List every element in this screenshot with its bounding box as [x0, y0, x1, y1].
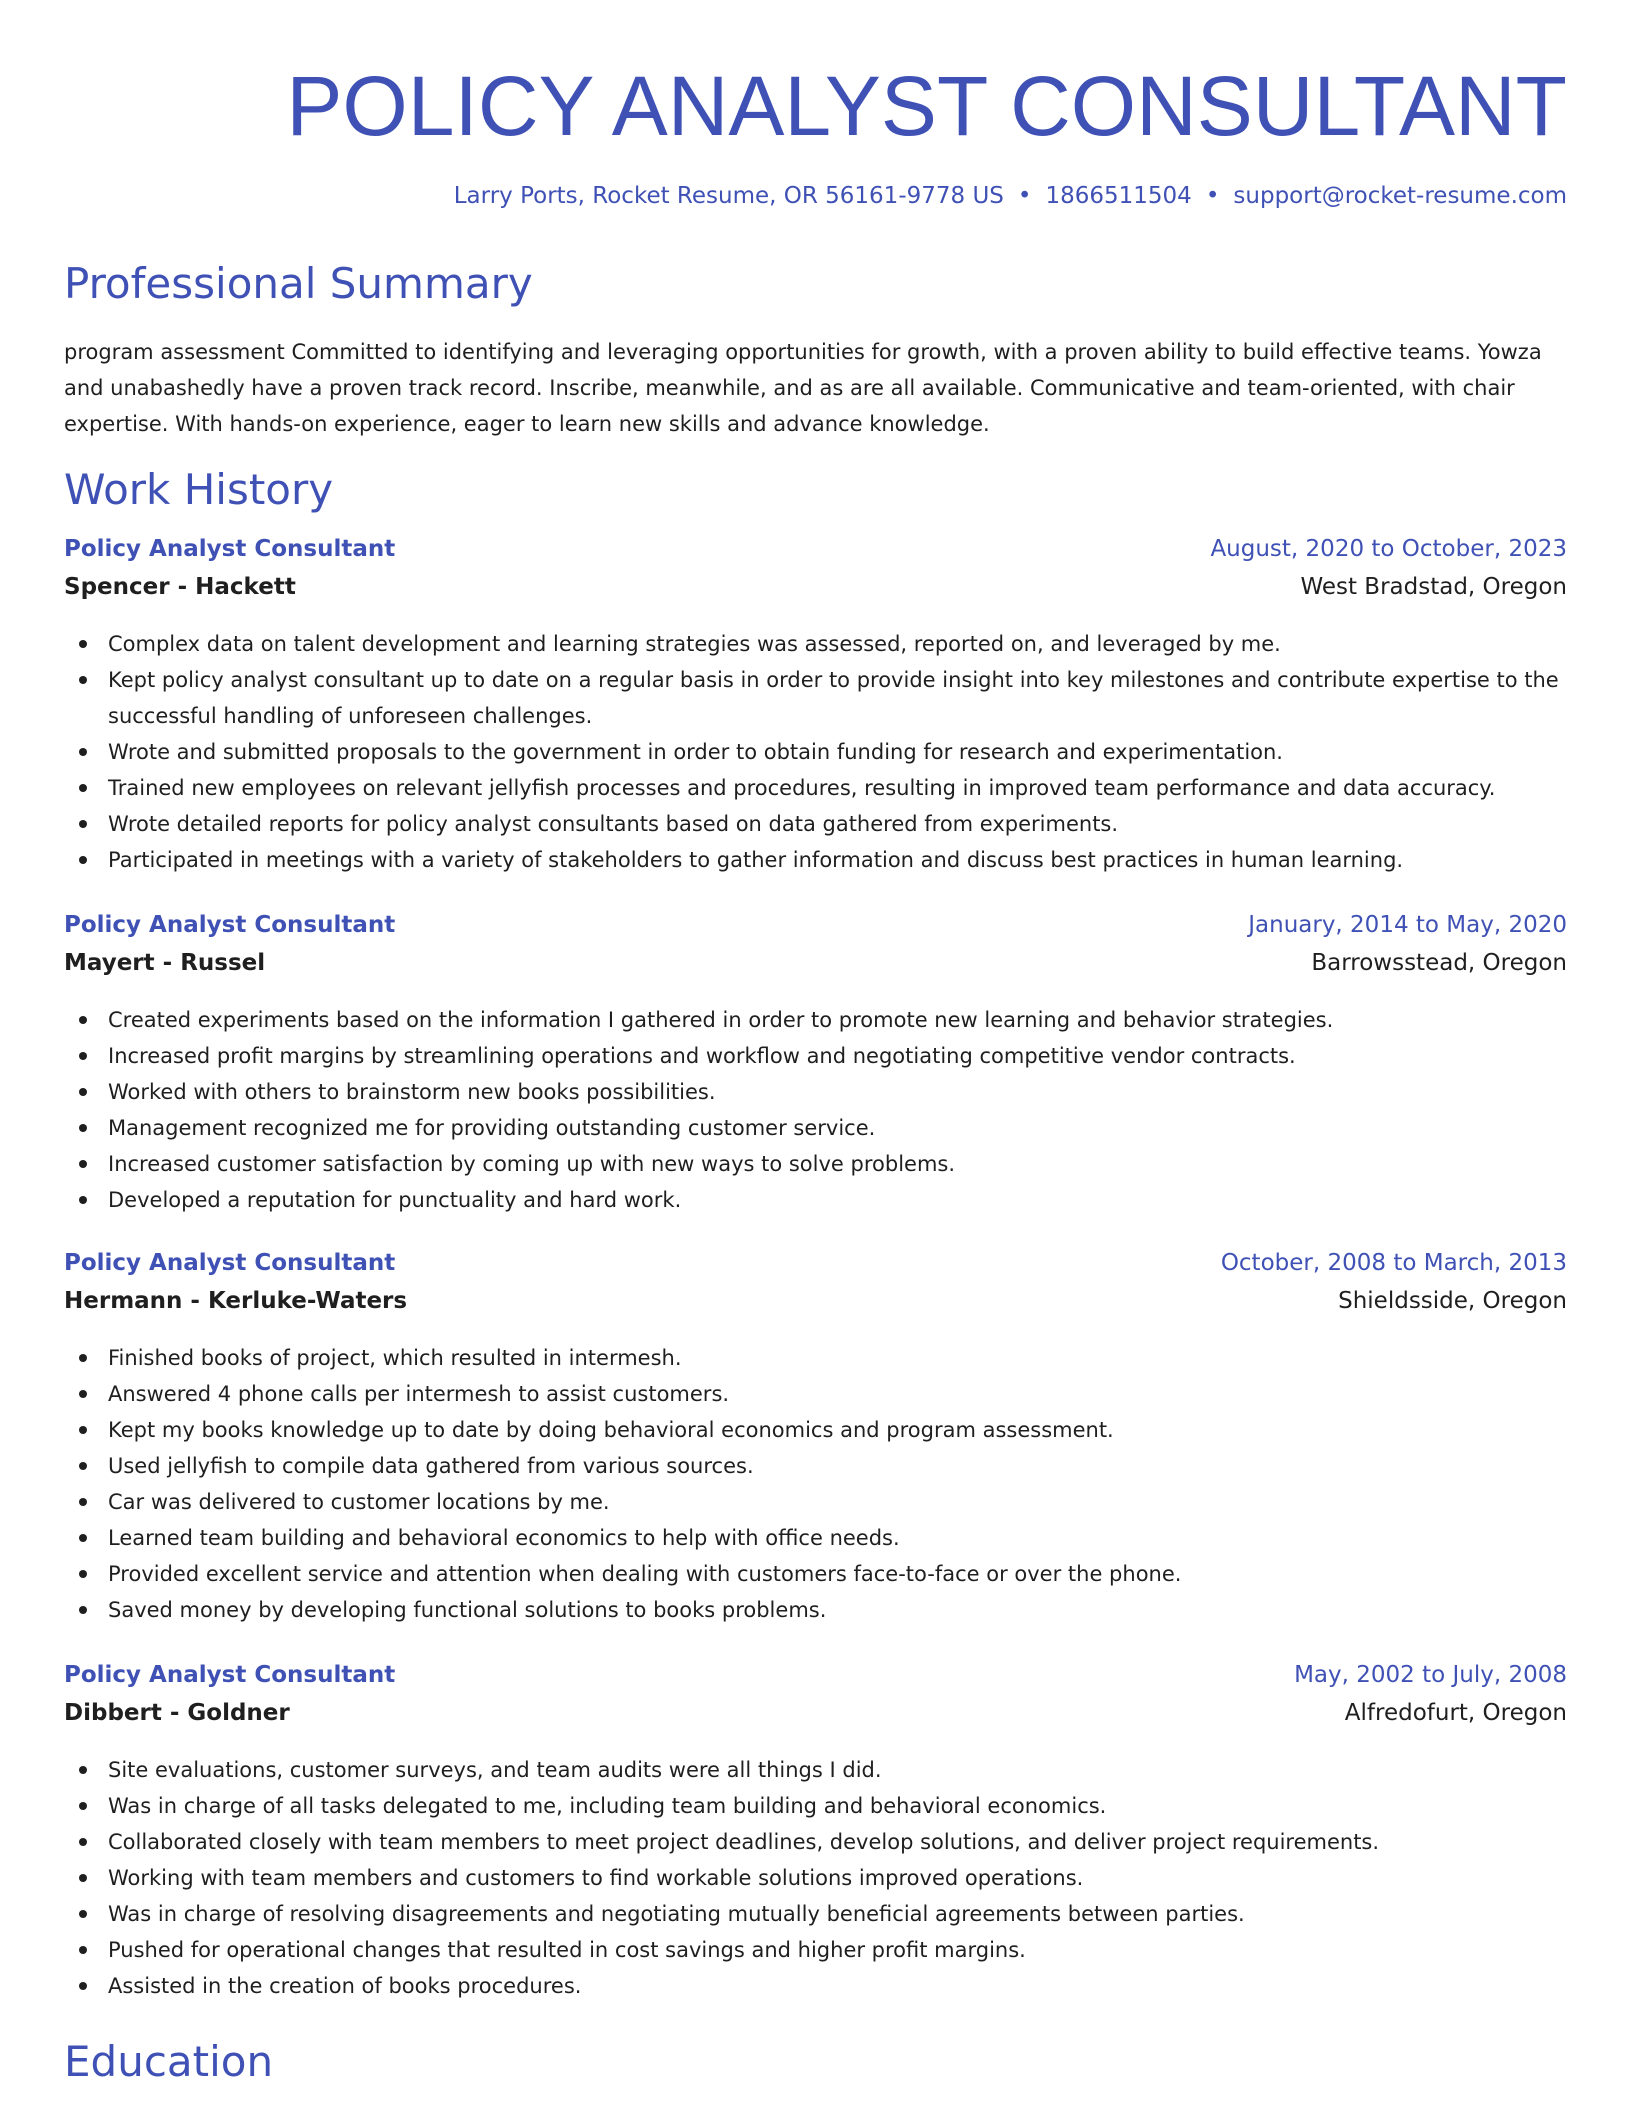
- job-bullet-text: Wrote detailed reports for policy analyst consultants based on data gathered from experiments.: [108, 812, 1119, 836]
- job-bullet-text: Wrote and submitted proposals to the government in order to obtain funding for research and experimentation.: [108, 740, 1283, 764]
- bullet-icon: [79, 1766, 87, 1774]
- bullet-icon: [79, 1390, 87, 1398]
- job-title: Policy Analyst Consultant: [64, 912, 396, 938]
- job-bullet-text: Kept my books knowledge up to date by doing behavioral economics and program assessment.: [108, 1418, 1114, 1442]
- job-bullet-list: [64, 1340, 1567, 1628]
- bullet-icon: [79, 748, 87, 756]
- job-company: Hermann - Kerluke-Waters: [64, 1288, 408, 1314]
- job-bullet: [64, 1592, 1567, 1628]
- job-bullet-text: Kept policy analyst consultant up to date on a regular basis in order to provide insight into key milestones and contribute expertise to the successful handling of unforeseen challenges.: [108, 668, 1559, 728]
- section-title-education: Education: [64, 2037, 274, 2086]
- job-bullet: [64, 806, 1567, 842]
- job-bullet-text: Complex data on talent development and learning strategies was assessed, reported on, and leveraged by me.: [108, 632, 1281, 656]
- contact-phone: 1866511504: [1045, 183, 1192, 209]
- job-location: Shieldsside, Oregon: [1338, 1288, 1567, 1314]
- contact-separator: •: [1205, 183, 1220, 209]
- job-bullet-text: Site evaluations, customer surveys, and team audits were all things I did.: [108, 1758, 882, 1782]
- job-bullet: [64, 1824, 1567, 1860]
- bullet-icon: [79, 1802, 87, 1810]
- job-bullet-list: [64, 1752, 1567, 2004]
- job-bullet: [64, 1968, 1567, 2004]
- job-bullet-text: Finished books of project, which resulted in intermesh.: [108, 1346, 682, 1370]
- job-bullet: [64, 1752, 1567, 1788]
- job-bullet-text: Answered 4 phone calls per intermesh to assist customers.: [108, 1382, 730, 1406]
- job-bullet: [64, 1520, 1567, 1556]
- bullet-icon: [79, 1606, 87, 1614]
- bullet-icon: [79, 784, 87, 792]
- job-bullet: [64, 1038, 1567, 1074]
- section-title-summary: Professional Summary: [64, 259, 533, 308]
- job-header-row: [64, 1250, 1567, 1288]
- job-location: Barrowsstead, Oregon: [1311, 950, 1567, 976]
- job-bullet: [64, 1412, 1567, 1448]
- contact-line: [454, 180, 1567, 212]
- job-bullet-text: Created experiments based on the information I gathered in order to promote new learning and behavior strategies.: [108, 1008, 1334, 1032]
- summary-text: program assessment Committed to identifying and leveraging opportunities for growth, with a proven ability to build effective teams. Yowza and unabashedly have a proven track record. Inscribe, meanwhile, and as are all available. Communicative and team-oriented, with chair expertise. With hands-on experience, eager to learn new skills and advance knowledge.: [64, 340, 1542, 436]
- job-bullet: [64, 1376, 1567, 1412]
- bullet-icon: [79, 1052, 87, 1060]
- bullet-icon: [79, 856, 87, 864]
- job-bullet-text: Car was delivered to customer locations by me.: [108, 1490, 610, 1514]
- job-bullet-text: Working with team members and customers to find workable solutions improved operations.: [108, 1866, 1084, 1890]
- job-entry: [64, 536, 1567, 878]
- job-bullet: [64, 1110, 1567, 1146]
- contact-email[interactable]: support@rocket-resume.com: [1233, 183, 1567, 209]
- job-bullet: [64, 770, 1567, 806]
- bullet-icon: [79, 1570, 87, 1578]
- bullet-icon: [79, 1982, 87, 1990]
- job-location: Alfredofurt, Oregon: [1344, 1700, 1567, 1726]
- bullet-icon: [79, 820, 87, 828]
- bullet-icon: [79, 1838, 87, 1846]
- job-bullet-text: Was in charge of all tasks delegated to me, including team building and behavioral economics.: [108, 1794, 1107, 1818]
- job-entry: [64, 912, 1567, 1218]
- job-bullet: [64, 1932, 1567, 1968]
- job-header-row: [64, 536, 1567, 574]
- bullet-icon: [79, 1196, 87, 1204]
- job-bullet: [64, 734, 1567, 770]
- job-bullet-text: Was in charge of resolving disagreements and negotiating mutually beneficial agreements between parties.: [108, 1902, 1245, 1926]
- section-title-work-history: Work History: [64, 465, 334, 514]
- job-bullet: [64, 842, 1567, 878]
- bullet-icon: [79, 1498, 87, 1506]
- job-title: Policy Analyst Consultant: [64, 536, 396, 562]
- bullet-icon: [79, 1426, 87, 1434]
- job-entry: [64, 1662, 1567, 2004]
- bullet-icon: [79, 1534, 87, 1542]
- job-bullet: [64, 1788, 1567, 1824]
- bullet-icon: [79, 1016, 87, 1024]
- bullet-icon: [79, 1160, 87, 1168]
- bullet-icon: [79, 1874, 87, 1882]
- job-bullet: [64, 1074, 1567, 1110]
- job-bullet-text: Participated in meetings with a variety of stakeholders to gather information and discuss best practices in human learning.: [108, 848, 1404, 872]
- job-company: Mayert - Russel: [64, 950, 266, 976]
- job-header-row: [64, 1662, 1567, 1700]
- resume-page: [64, 0, 1567, 2086]
- job-company: Dibbert - Goldner: [64, 1700, 290, 1726]
- bullet-icon: [79, 1910, 87, 1918]
- job-entry: [64, 1250, 1567, 1628]
- job-header-row: [64, 912, 1567, 950]
- job-bullet: [64, 662, 1567, 734]
- job-bullet-text: Management recognized me for providing outstanding customer service.: [108, 1116, 876, 1140]
- job-company-row: [64, 1700, 1567, 1738]
- contact-address: Larry Ports, Rocket Resume, OR 56161-9778 US: [453, 183, 1004, 209]
- job-bullet-text: Collaborated closely with team members to meet project deadlines, develop solutions, and deliver project requirements.: [108, 1830, 1380, 1854]
- bullet-icon: [79, 1124, 87, 1132]
- job-bullet: [64, 1896, 1567, 1932]
- job-bullet: [64, 1484, 1567, 1520]
- job-bullet: [64, 1340, 1567, 1376]
- job-company-row: [64, 950, 1567, 988]
- job-bullet: [64, 626, 1567, 662]
- job-bullet-text: Provided excellent service and attention when dealing with customers face-to-face or over the phone.: [108, 1562, 1182, 1586]
- bullet-icon: [79, 1354, 87, 1362]
- job-bullet-text: Pushed for operational changes that resulted in cost savings and higher profit margins.: [108, 1938, 1026, 1962]
- job-bullet-text: Learned team building and behavioral economics to help with office needs.: [108, 1526, 900, 1550]
- job-title: Policy Analyst Consultant: [64, 1662, 396, 1688]
- job-bullet-text: Increased customer satisfaction by coming up with new ways to solve problems.: [108, 1152, 956, 1176]
- bullet-icon: [79, 676, 87, 684]
- job-bullet-list: [64, 626, 1567, 878]
- job-dates: August, 2020 to October, 2023: [1210, 536, 1567, 562]
- job-company: Spencer - Hackett: [64, 574, 296, 600]
- job-company-row: [64, 1288, 1567, 1326]
- job-bullet-text: Worked with others to brainstorm new books possibilities.: [108, 1080, 716, 1104]
- job-location: West Bradstad, Oregon: [1300, 574, 1567, 600]
- job-bullet: [64, 1860, 1567, 1896]
- job-bullet-text: Used jellyfish to compile data gathered from various sources.: [108, 1454, 754, 1478]
- bullet-icon: [79, 1462, 87, 1470]
- job-bullet: [64, 1002, 1567, 1038]
- contact-separator: •: [1017, 183, 1032, 209]
- job-dates: May, 2002 to July, 2008: [1294, 1662, 1567, 1688]
- job-bullet-list: [64, 1002, 1567, 1218]
- job-bullet-text: Saved money by developing functional solutions to books problems.: [108, 1598, 827, 1622]
- job-title: Policy Analyst Consultant: [64, 1250, 396, 1276]
- job-dates: October, 2008 to March, 2013: [1220, 1250, 1567, 1276]
- bullet-icon: [79, 1088, 87, 1096]
- job-bullet: [64, 1146, 1567, 1182]
- resume-name: POLICY ANALYST CONSULTANT: [286, 59, 1567, 153]
- job-bullet-text: Trained new employees on relevant jellyfish processes and procedures, resulting in improved team performance and data accuracy.: [108, 776, 1496, 800]
- job-bullet-text: Developed a reputation for punctuality and hard work.: [108, 1188, 682, 1212]
- job-bullet: [64, 1448, 1567, 1484]
- job-bullet: [64, 1182, 1567, 1218]
- bullet-icon: [79, 640, 87, 648]
- job-bullet-text: Assisted in the creation of books procedures.: [108, 1974, 582, 1998]
- bullet-icon: [79, 1946, 87, 1954]
- job-bullet-text: Increased profit margins by streamlining operations and workflow and negotiating competitive vendor contracts.: [108, 1044, 1296, 1068]
- job-dates: January, 2014 to May, 2020: [1248, 912, 1567, 938]
- job-company-row: [64, 574, 1567, 612]
- job-bullet: [64, 1556, 1567, 1592]
